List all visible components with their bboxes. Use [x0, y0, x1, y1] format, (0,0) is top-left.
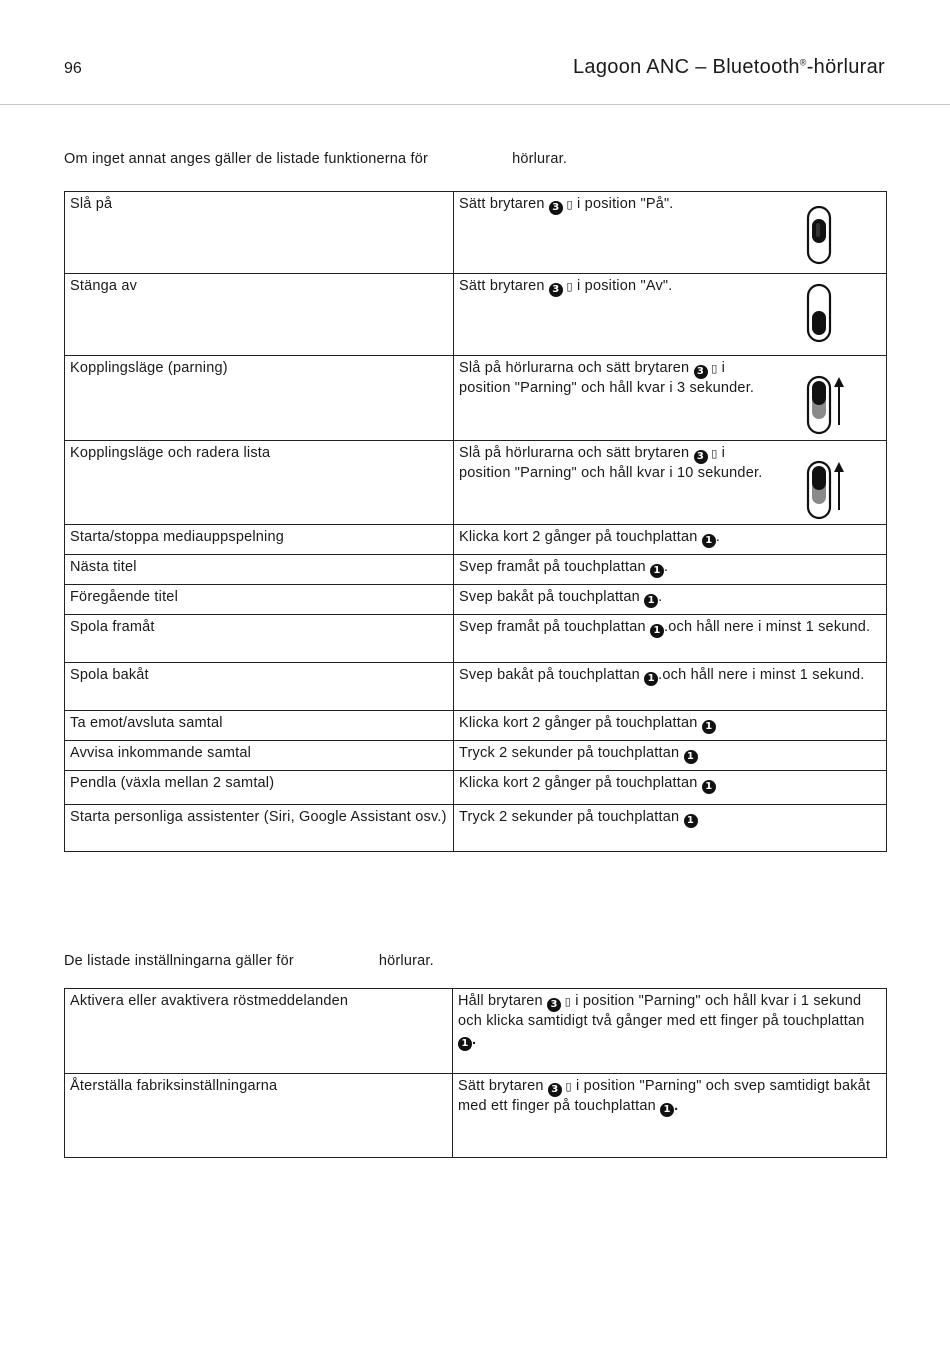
section1-intro: [64, 151, 567, 167]
placeholder-glyph-icon: ▯: [562, 198, 573, 211]
function-cell: Ta emot/avsluta samtal: [65, 711, 454, 741]
action-text: Klicka kort 2 gånger på touchplattan 1: [459, 774, 881, 794]
action-cell: [454, 525, 887, 555]
registered-mark: ®: [799, 57, 807, 68]
function-cell: Kopplingsläge (parning): [65, 356, 454, 441]
action-cell: [454, 711, 887, 741]
table-row: [65, 771, 887, 805]
switch-off-icon: [806, 283, 846, 345]
action-cell: [454, 441, 887, 525]
action-text: Sätt brytaren 3 ▯ i position "På".: [459, 196, 674, 213]
switch-figure: [806, 283, 846, 351]
number-1-icon: 1: [644, 594, 658, 608]
function-cell: Slå på: [65, 192, 454, 274]
table-row: [65, 441, 887, 525]
action-text: Klicka kort 2 gånger på touchplattan 1: [459, 714, 881, 734]
switch-figure: [806, 375, 846, 443]
page-number: 96: [64, 60, 82, 77]
function-cell: Avvisa inkommande samtal: [65, 741, 454, 771]
function-cell: Starta personliga assistenter (Siri, Google Assistant osv.): [65, 805, 454, 852]
number-1-icon: 1: [650, 564, 664, 578]
number-3-icon: 3: [694, 450, 708, 464]
section2-intro-after: hörlurar.: [378, 953, 434, 969]
section2-intro-before: De listade inställningarna gäller för: [64, 953, 294, 969]
number-1-icon: 1: [684, 814, 698, 828]
action-text: Slå på hörlurarna och sätt brytaren 3 ▯ i position "Parning" och håll kvar i 3 sekunder.: [459, 360, 755, 396]
action-cell: [454, 771, 887, 805]
switch-figure: [806, 460, 846, 528]
table-row: [65, 356, 887, 441]
page-title: [573, 56, 885, 79]
table-row: [65, 711, 887, 741]
function-cell: Nästa titel: [65, 555, 454, 585]
number-3-icon: 3: [694, 365, 708, 379]
switch-pair-icon: [806, 460, 846, 522]
action-cell: [454, 274, 887, 356]
action-text: Sätt brytaren 3 ▯ i position "Parning" och svep samtidigt bakåt med ett finger på touchplattan 1 .: [458, 1078, 871, 1115]
switch-figure: [806, 205, 846, 273]
action-cell: [454, 615, 887, 663]
action-text: Sätt brytaren 3 ▯ i position "Av".: [459, 278, 673, 295]
table-row: [65, 1074, 887, 1158]
action-text: Tryck 2 sekunder på touchplattan 1: [459, 808, 881, 828]
placeholder-glyph-icon: ▯: [707, 362, 718, 375]
table-row: [65, 805, 887, 852]
table-row: [65, 615, 887, 663]
number-3-icon: 3: [548, 1083, 562, 1097]
function-cell: Kopplingsläge och radera lista: [65, 441, 454, 525]
table-row: [65, 741, 887, 771]
action-cell: [454, 741, 887, 771]
action-text: Svep bakåt på touchplattan 1 .och håll nere i minst 1 sekund.: [459, 667, 865, 684]
table-row: [65, 663, 887, 711]
function-cell: Spola framåt: [65, 615, 454, 663]
switch-on-icon: [806, 205, 846, 267]
action-text: Slå på hörlurarna och sätt brytaren 3 ▯ i position "Parning" och håll kvar i 10 sekunder.: [459, 445, 763, 481]
header-divider: [0, 104, 950, 105]
action-cell: [454, 663, 887, 711]
function-cell: Aktivera eller avaktivera röstmeddelanden: [65, 989, 453, 1074]
action-cell: [454, 805, 887, 852]
number-3-icon: 3: [549, 201, 563, 215]
action-text: Tryck 2 sekunder på touchplattan 1: [459, 744, 881, 764]
function-cell: Stänga av: [65, 274, 454, 356]
action-cell: [454, 356, 887, 441]
number-1-icon: 1: [702, 720, 716, 734]
action-cell: [454, 585, 887, 615]
table-row: [65, 274, 887, 356]
number-1-icon: 1: [702, 534, 716, 548]
number-1-icon: 1: [660, 1103, 674, 1117]
title-main: Lagoon ANC – Bluetooth: [573, 56, 800, 78]
function-cell: Återställa fabriksinställningarna: [65, 1074, 453, 1158]
action-text: Svep bakåt på touchplattan 1 .: [459, 589, 663, 606]
number-3-icon: 3: [549, 283, 563, 297]
placeholder-glyph-icon: ▯: [707, 447, 718, 460]
action-cell: [454, 555, 887, 585]
settings-table: [64, 988, 887, 1158]
placeholder-glyph-icon: ▯: [562, 280, 573, 293]
number-3-icon: 3: [547, 998, 561, 1012]
action-text: Svep framåt på touchplattan 1 .och håll nere i minst 1 sekund.: [459, 619, 871, 636]
number-1-icon: 1: [458, 1037, 472, 1051]
action-cell: [453, 1074, 887, 1158]
number-1-icon: 1: [644, 672, 658, 686]
action-text: Håll brytaren 3 ▯ i position "Parning" och håll kvar i 1 sekund och klicka samtidigt två gånger med ett finger på touchplattan 1 .: [458, 993, 865, 1049]
function-cell: Föregående titel: [65, 585, 454, 615]
section1-intro-after: hörlurar.: [512, 151, 568, 167]
action-text: Klicka kort 2 gånger på touchplattan 1 .: [459, 529, 721, 546]
table-row: [65, 555, 887, 585]
number-1-icon: 1: [702, 780, 716, 794]
placeholder-glyph-icon: ▯: [561, 995, 571, 1008]
number-1-icon: 1: [650, 624, 664, 638]
functions-table: [64, 191, 887, 852]
function-cell: Pendla (växla mellan 2 samtal): [65, 771, 454, 805]
title-suffix: -hörlurar: [806, 56, 885, 78]
number-1-icon: 1: [684, 750, 698, 764]
function-cell: Spola bakåt: [65, 663, 454, 711]
table-row: [65, 192, 887, 274]
section1-intro-before: Om inget annat anges gäller de listade funktionerna för: [64, 151, 429, 167]
function-cell: Starta/stoppa mediauppspelning: [65, 525, 454, 555]
table-row: [65, 525, 887, 555]
action-cell: [454, 192, 887, 274]
action-cell: [453, 989, 887, 1074]
switch-pair-icon: [806, 375, 846, 437]
placeholder-glyph-icon: ▯: [561, 1080, 572, 1093]
table-row: [65, 585, 887, 615]
section2-intro: [64, 953, 434, 969]
action-text: Svep framåt på touchplattan 1 .: [459, 559, 669, 576]
table-row: [65, 989, 887, 1074]
